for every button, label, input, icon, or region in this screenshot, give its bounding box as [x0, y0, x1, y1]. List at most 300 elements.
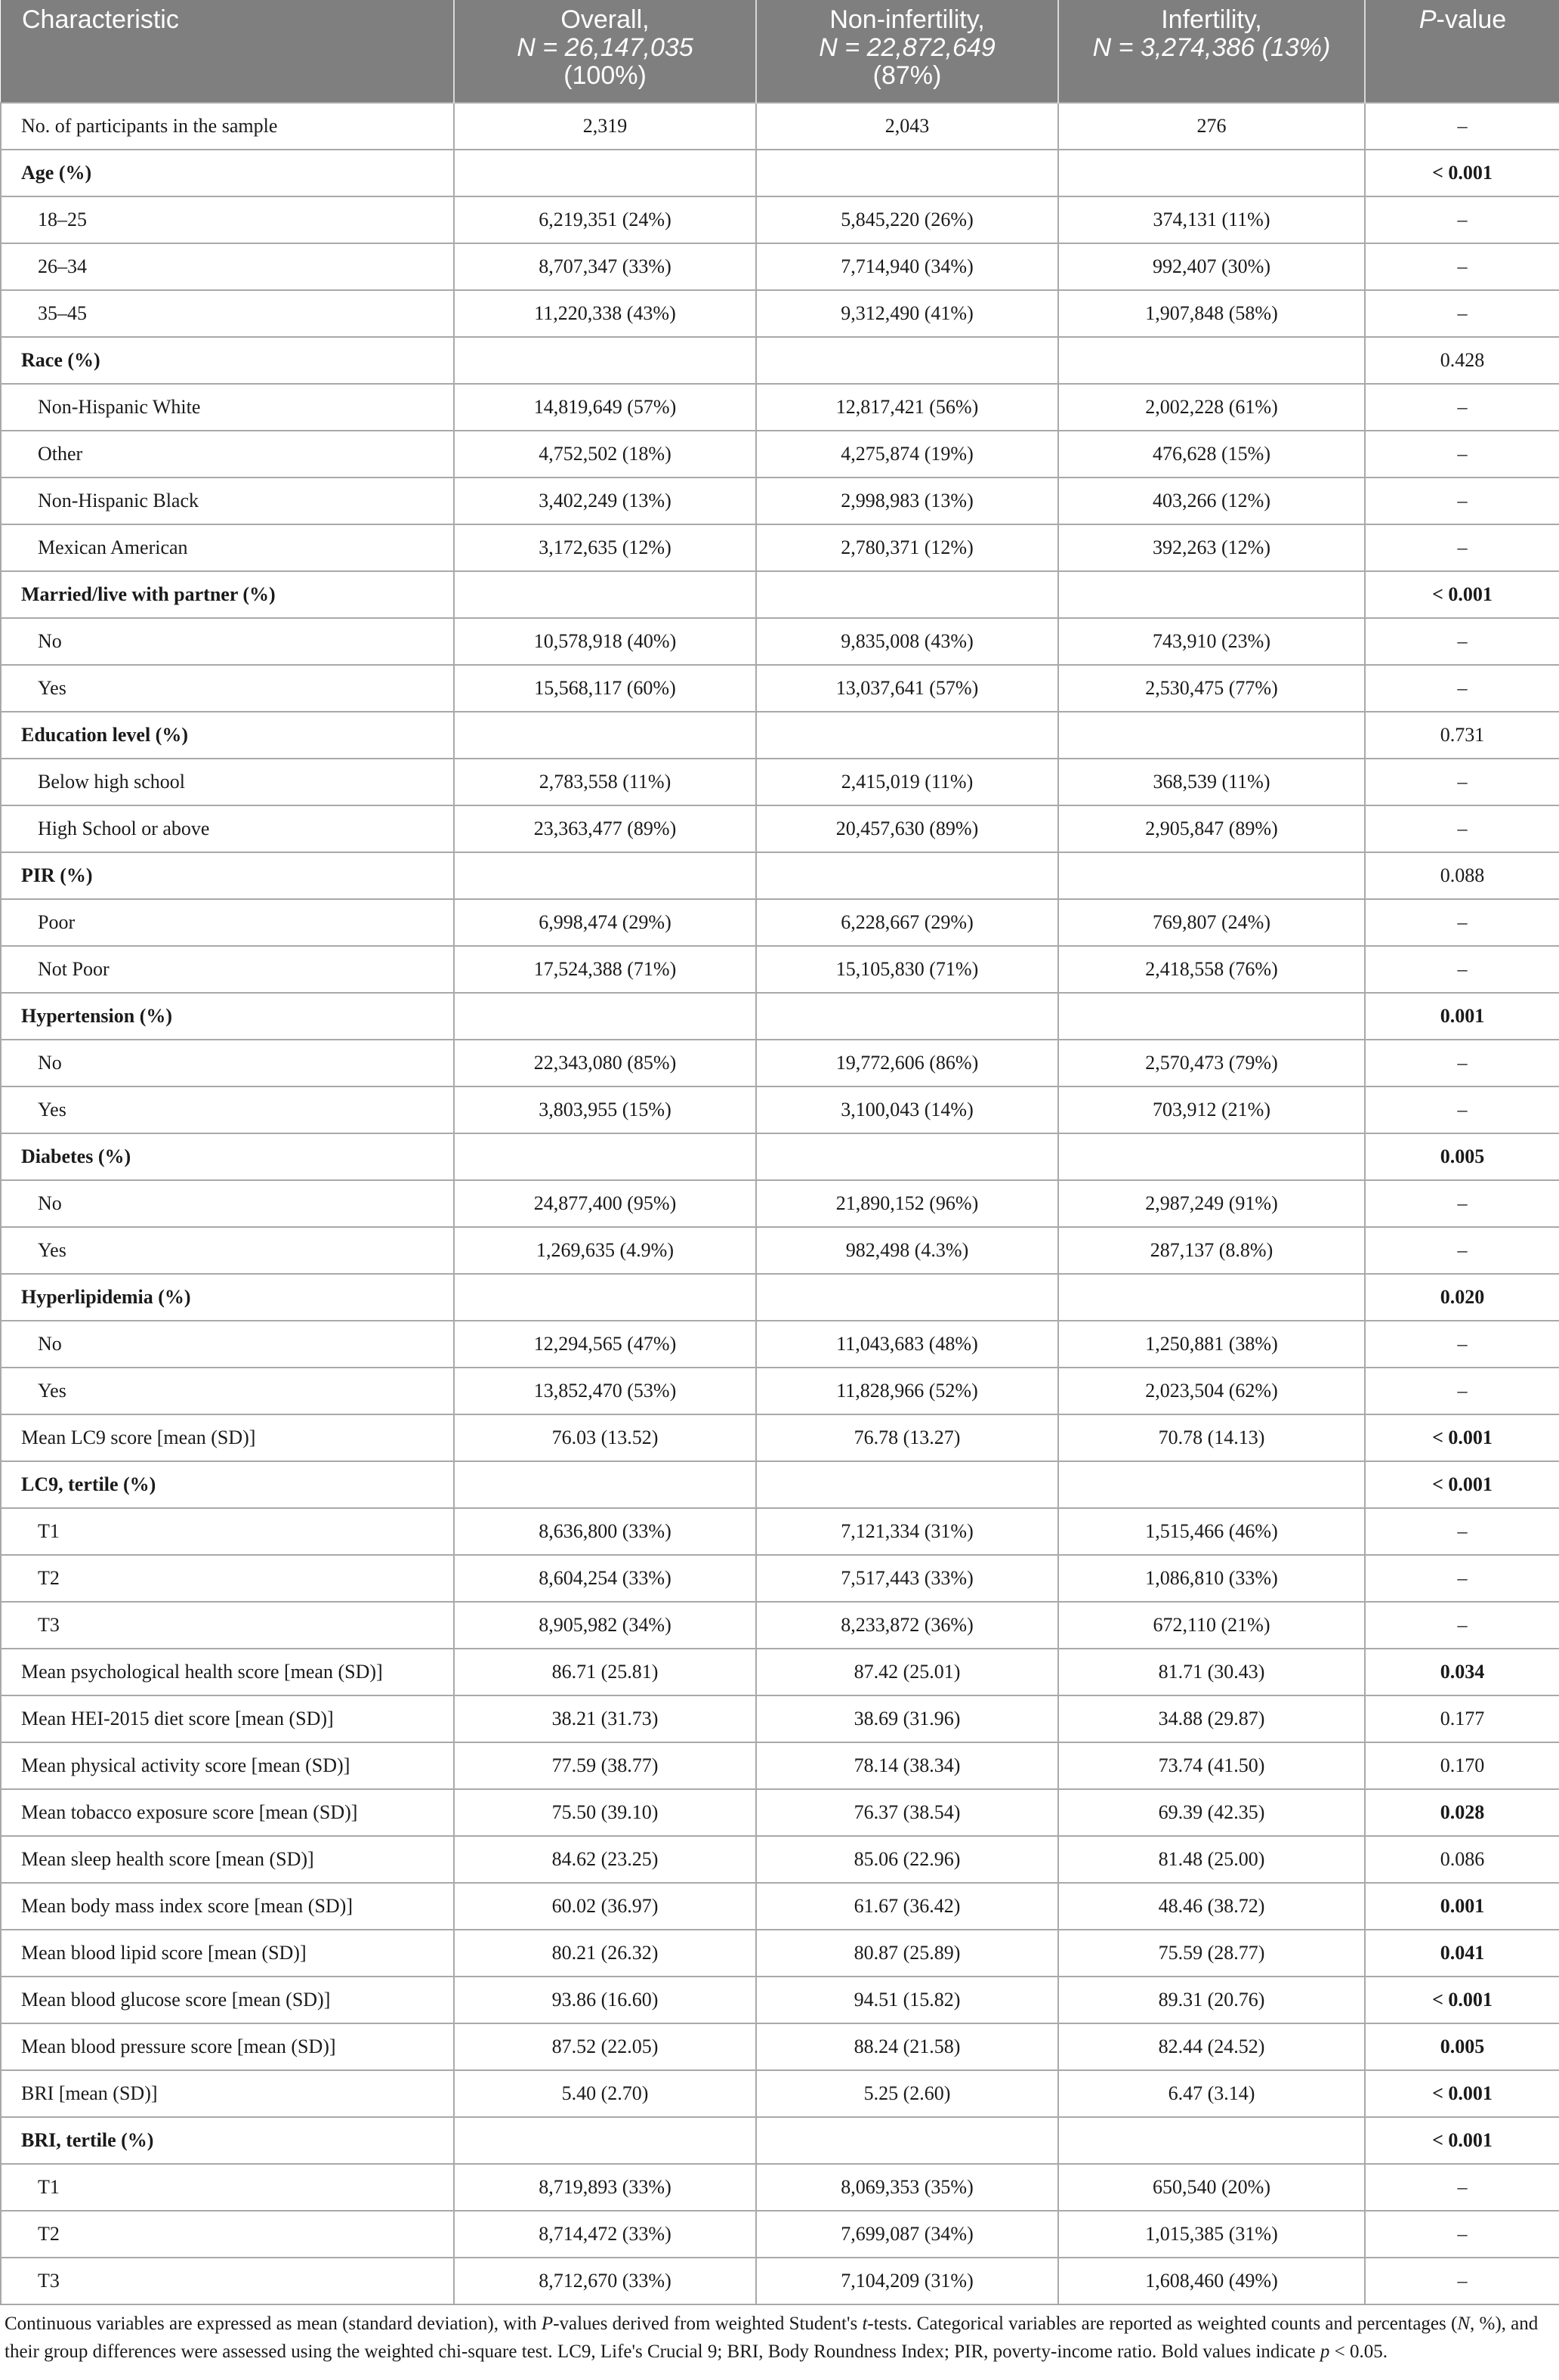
cell-infertility: 82.44 (24.52) — [1058, 2023, 1365, 2070]
cell-infertility: 1,086,810 (33%) — [1058, 1555, 1365, 1602]
cell-characteristic: Non-Hispanic Black — [1, 478, 454, 524]
header-noninf-line3: (87%) — [872, 61, 942, 90]
cell-infertility: 75.59 (28.77) — [1058, 1930, 1365, 1977]
cell-overall: 38.21 (31.73) — [454, 1695, 756, 1742]
cell-pvalue: 0.005 — [1365, 2023, 1559, 2070]
table-row — [1, 103, 1559, 150]
cell-infertility: 2,418,558 (76%) — [1058, 946, 1365, 993]
header-noninfertility — [756, 0, 1058, 103]
cell-pvalue: 0.177 — [1365, 1695, 1559, 1742]
table-row — [1, 2117, 1559, 2164]
footnote-p2-italic: p — [1320, 2341, 1330, 2362]
table-body — [1, 103, 1559, 2304]
cell-infertility: 6.47 (3.14) — [1058, 2070, 1365, 2117]
cell-noninfertility — [756, 2117, 1058, 2164]
cell-noninfertility: 9,835,008 (43%) — [756, 618, 1058, 665]
header-overall-n: N = 26,147,035 — [517, 33, 693, 62]
cell-pvalue: 0.086 — [1365, 1836, 1559, 1883]
cell-infertility: 69.39 (42.35) — [1058, 1789, 1365, 1836]
cell-characteristic: High School or above — [1, 805, 454, 852]
cell-characteristic: Yes — [1, 1086, 454, 1133]
cell-noninfertility: 2,998,983 (13%) — [756, 478, 1058, 524]
footnote-p-italic: P — [541, 2314, 554, 2334]
cell-infertility: 672,110 (21%) — [1058, 1602, 1365, 1649]
table-row — [1, 1695, 1559, 1742]
table-row — [1, 1555, 1559, 1602]
cell-characteristic: No. of participants in the sample — [1, 103, 454, 150]
table-row — [1, 759, 1559, 805]
cell-noninfertility — [756, 571, 1058, 618]
cell-characteristic: No — [1, 1180, 454, 1227]
cell-noninfertility: 7,104,209 (31%) — [756, 2258, 1058, 2304]
cell-pvalue: – — [1365, 1508, 1559, 1555]
cell-characteristic: Hypertension (%) — [1, 993, 454, 1040]
cell-characteristic: T3 — [1, 2258, 454, 2304]
cell-noninfertility: 8,233,872 (36%) — [756, 1602, 1058, 1649]
cell-infertility — [1058, 852, 1365, 899]
cell-characteristic: Non-Hispanic White — [1, 384, 454, 431]
header-pvalue-rest: -value — [1436, 5, 1507, 34]
cell-infertility: 1,608,460 (49%) — [1058, 2258, 1365, 2304]
cell-noninfertility: 2,415,019 (11%) — [756, 759, 1058, 805]
cell-overall: 8,905,982 (34%) — [454, 1602, 756, 1649]
cell-characteristic: Mean psychological health score [mean (SD)] — [1, 1649, 454, 1695]
cell-infertility: 650,540 (20%) — [1058, 2164, 1365, 2211]
cell-noninfertility: 38.69 (31.96) — [756, 1695, 1058, 1742]
cell-overall: 8,636,800 (33%) — [454, 1508, 756, 1555]
cell-overall: 75.50 (39.10) — [454, 1789, 756, 1836]
cell-noninfertility: 6,228,667 (29%) — [756, 899, 1058, 946]
cell-characteristic: Not Poor — [1, 946, 454, 993]
cell-characteristic: Mean blood glucose score [mean (SD)] — [1, 1977, 454, 2023]
cell-pvalue: < 0.001 — [1365, 1414, 1559, 1461]
table-row — [1, 852, 1559, 899]
table-row — [1, 946, 1559, 993]
cell-noninfertility — [756, 337, 1058, 384]
cell-characteristic: Mean LC9 score [mean (SD)] — [1, 1414, 454, 1461]
cell-noninfertility — [756, 1274, 1058, 1321]
cell-pvalue: – — [1365, 1227, 1559, 1274]
cell-characteristic: 26–34 — [1, 243, 454, 290]
cell-overall: 80.21 (26.32) — [454, 1930, 756, 1977]
table-row — [1, 384, 1559, 431]
header-noninf-n: N = 22,872,649 — [819, 33, 996, 62]
cell-infertility: 287,137 (8.8%) — [1058, 1227, 1365, 1274]
cell-characteristic: Diabetes (%) — [1, 1133, 454, 1180]
cell-characteristic: No — [1, 618, 454, 665]
cell-overall: 14,819,649 (57%) — [454, 384, 756, 431]
cell-overall: 3,402,249 (13%) — [454, 478, 756, 524]
cell-overall: 8,604,254 (33%) — [454, 1555, 756, 1602]
cell-overall: 77.59 (38.77) — [454, 1742, 756, 1789]
table-row — [1, 2258, 1559, 2304]
cell-infertility — [1058, 1461, 1365, 1508]
cell-overall: 2,319 — [454, 103, 756, 150]
cell-overall — [454, 1274, 756, 1321]
cell-noninfertility: 11,043,683 (48%) — [756, 1321, 1058, 1368]
cell-overall: 8,719,893 (33%) — [454, 2164, 756, 2211]
cell-pvalue: – — [1365, 1368, 1559, 1414]
table-row — [1, 2211, 1559, 2258]
header-pvalue-p: P — [1419, 5, 1437, 34]
cell-pvalue: < 0.001 — [1365, 2070, 1559, 2117]
cell-noninfertility: 11,828,966 (52%) — [756, 1368, 1058, 1414]
cell-noninfertility: 2,780,371 (12%) — [756, 524, 1058, 571]
cell-noninfertility: 7,517,443 (33%) — [756, 1555, 1058, 1602]
header-noninf-line1: Non-infertility, — [829, 5, 985, 34]
header-noninf-line2 — [767, 34, 1047, 62]
cell-characteristic: 18–25 — [1, 196, 454, 243]
table-row — [1, 1321, 1559, 1368]
footnote-part1: Continuous variables are expressed as mean (standard deviation), with — [5, 2314, 542, 2334]
cell-pvalue: < 0.001 — [1365, 571, 1559, 618]
cell-noninfertility — [756, 1461, 1058, 1508]
cell-pvalue: < 0.001 — [1365, 1461, 1559, 1508]
cell-infertility: 48.46 (38.72) — [1058, 1883, 1365, 1930]
table-row — [1, 899, 1559, 946]
cell-pvalue: 0.028 — [1365, 1789, 1559, 1836]
cell-infertility: 2,530,475 (77%) — [1058, 665, 1365, 712]
cell-overall — [454, 150, 756, 196]
cell-infertility — [1058, 150, 1365, 196]
table-row — [1, 993, 1559, 1040]
cell-noninfertility: 3,100,043 (14%) — [756, 1086, 1058, 1133]
table-row — [1, 150, 1559, 196]
cell-infertility: 81.71 (30.43) — [1058, 1649, 1365, 1695]
footnote-part4: , %), and their group differences were assessed using the weighted chi-square test. LC9, Life's Crucial 9; BRI, Body Roundness Index; PIR, poverty-income ratio. Bold values indicate — [5, 2314, 1539, 2362]
cell-noninfertility: 7,699,087 (34%) — [756, 2211, 1058, 2258]
cell-characteristic: Education level (%) — [1, 712, 454, 759]
footnote-n-italic: N — [1457, 2314, 1471, 2334]
cell-infertility: 2,023,504 (62%) — [1058, 1368, 1365, 1414]
cell-characteristic: Mean body mass index score [mean (SD)] — [1, 1883, 454, 1930]
cell-overall: 10,578,918 (40%) — [454, 618, 756, 665]
cell-pvalue: < 0.001 — [1365, 1977, 1559, 2023]
cell-noninfertility — [756, 712, 1058, 759]
table-row — [1, 431, 1559, 478]
header-overall-line2 — [465, 34, 745, 62]
cell-pvalue: 0.020 — [1365, 1274, 1559, 1321]
cell-pvalue: < 0.001 — [1365, 2117, 1559, 2164]
cell-infertility: 368,539 (11%) — [1058, 759, 1365, 805]
cell-noninfertility — [756, 1133, 1058, 1180]
cell-characteristic: Mexican American — [1, 524, 454, 571]
table-row — [1, 1789, 1559, 1836]
table-row — [1, 805, 1559, 852]
cell-infertility: 992,407 (30%) — [1058, 243, 1365, 290]
header-row — [1, 0, 1559, 103]
cell-infertility: 2,002,228 (61%) — [1058, 384, 1365, 431]
header-inf-line2 — [1070, 34, 1354, 62]
cell-overall: 23,363,477 (89%) — [454, 805, 756, 852]
cell-infertility: 276 — [1058, 103, 1365, 150]
cell-pvalue: – — [1365, 2211, 1559, 2258]
cell-pvalue: – — [1365, 1321, 1559, 1368]
cell-overall — [454, 2117, 756, 2164]
header-overall-line3: (100%) — [563, 61, 647, 90]
cell-noninfertility: 87.42 (25.01) — [756, 1649, 1058, 1695]
cell-characteristic: T1 — [1, 2164, 454, 2211]
cell-noninfertility: 76.37 (38.54) — [756, 1789, 1058, 1836]
cell-pvalue: – — [1365, 805, 1559, 852]
cell-infertility: 476,628 (15%) — [1058, 431, 1365, 478]
cell-infertility: 1,515,466 (46%) — [1058, 1508, 1365, 1555]
header-infertility — [1058, 0, 1365, 103]
cell-infertility: 2,987,249 (91%) — [1058, 1180, 1365, 1227]
table-row — [1, 1368, 1559, 1414]
cell-overall — [454, 571, 756, 618]
cell-overall — [454, 337, 756, 384]
cell-infertility: 374,131 (11%) — [1058, 196, 1365, 243]
cell-pvalue: – — [1365, 1040, 1559, 1086]
cell-pvalue: 0.001 — [1365, 1883, 1559, 1930]
table-row — [1, 1227, 1559, 1274]
header-characteristic — [1, 0, 454, 103]
table-row — [1, 1977, 1559, 2023]
table-row — [1, 618, 1559, 665]
cell-infertility: 703,912 (21%) — [1058, 1086, 1365, 1133]
cell-characteristic: Married/live with partner (%) — [1, 571, 454, 618]
table-row — [1, 337, 1559, 384]
cell-overall: 8,707,347 (33%) — [454, 243, 756, 290]
cell-characteristic: Age (%) — [1, 150, 454, 196]
cell-infertility — [1058, 571, 1365, 618]
cell-pvalue: – — [1365, 2258, 1559, 2304]
cell-overall: 13,852,470 (53%) — [454, 1368, 756, 1414]
cell-infertility: 403,266 (12%) — [1058, 478, 1365, 524]
cell-infertility: 70.78 (14.13) — [1058, 1414, 1365, 1461]
cell-characteristic: No — [1, 1321, 454, 1368]
cell-noninfertility: 76.78 (13.27) — [756, 1414, 1058, 1461]
cell-noninfertility: 85.06 (22.96) — [756, 1836, 1058, 1883]
cell-pvalue: – — [1365, 384, 1559, 431]
cell-overall: 84.62 (23.25) — [454, 1836, 756, 1883]
cell-noninfertility: 9,312,490 (41%) — [756, 290, 1058, 337]
table-row — [1, 196, 1559, 243]
table-row — [1, 1836, 1559, 1883]
cell-infertility: 743,910 (23%) — [1058, 618, 1365, 665]
table-row — [1, 478, 1559, 524]
cell-overall: 24,877,400 (95%) — [454, 1180, 756, 1227]
cell-characteristic: BRI [mean (SD)] — [1, 2070, 454, 2117]
cell-pvalue: – — [1365, 1086, 1559, 1133]
cell-pvalue: 0.170 — [1365, 1742, 1559, 1789]
table-row — [1, 1742, 1559, 1789]
table-row — [1, 1930, 1559, 1977]
cell-characteristic: Yes — [1, 665, 454, 712]
cell-infertility: 1,250,881 (38%) — [1058, 1321, 1365, 1368]
cell-characteristic: Mean blood lipid score [mean (SD)] — [1, 1930, 454, 1977]
cell-infertility — [1058, 712, 1365, 759]
cell-infertility: 2,570,473 (79%) — [1058, 1040, 1365, 1086]
cell-pvalue: 0.041 — [1365, 1930, 1559, 1977]
table-row — [1, 1508, 1559, 1555]
cell-overall: 22,343,080 (85%) — [454, 1040, 756, 1086]
cell-infertility: 2,905,847 (89%) — [1058, 805, 1365, 852]
cell-characteristic: LC9, tertile (%) — [1, 1461, 454, 1508]
header-inf-line1: Infertility, — [1161, 5, 1262, 34]
cell-pvalue: 0.001 — [1365, 993, 1559, 1040]
cell-characteristic: T2 — [1, 2211, 454, 2258]
header-overall-line1: Overall, — [560, 5, 650, 34]
cell-overall: 12,294,565 (47%) — [454, 1321, 756, 1368]
cell-pvalue: – — [1365, 759, 1559, 805]
cell-noninfertility: 5.25 (2.60) — [756, 2070, 1058, 2117]
cell-overall: 60.02 (36.97) — [454, 1883, 756, 1930]
table-row — [1, 2070, 1559, 2117]
table-row — [1, 1461, 1559, 1508]
footnote-t-italic: t — [862, 2314, 868, 2334]
cell-noninfertility: 21,890,152 (96%) — [756, 1180, 1058, 1227]
cell-noninfertility: 7,714,940 (34%) — [756, 243, 1058, 290]
cell-pvalue: – — [1365, 899, 1559, 946]
cell-characteristic: Mean blood pressure score [mean (SD)] — [1, 2023, 454, 2070]
cell-overall: 4,752,502 (18%) — [454, 431, 756, 478]
cell-characteristic: Poor — [1, 899, 454, 946]
cell-noninfertility: 19,772,606 (86%) — [756, 1040, 1058, 1086]
cell-overall: 8,712,670 (33%) — [454, 2258, 756, 2304]
cell-pvalue: – — [1365, 665, 1559, 712]
cell-characteristic: No — [1, 1040, 454, 1086]
cell-infertility — [1058, 1133, 1365, 1180]
table-footnote — [5, 2310, 1553, 2366]
cell-characteristic: Mean sleep health score [mean (SD)] — [1, 1836, 454, 1883]
cell-overall: 3,172,635 (12%) — [454, 524, 756, 571]
cell-pvalue: – — [1365, 431, 1559, 478]
cell-noninfertility: 61.67 (36.42) — [756, 1883, 1058, 1930]
table-row — [1, 571, 1559, 618]
cell-characteristic: Mean physical activity score [mean (SD)] — [1, 1742, 454, 1789]
cell-infertility — [1058, 993, 1365, 1040]
cell-infertility — [1058, 1274, 1365, 1321]
footnote-part2: -values derived from weighted Student's — [553, 2314, 863, 2334]
table-row — [1, 1086, 1559, 1133]
cell-noninfertility: 5,845,220 (26%) — [756, 196, 1058, 243]
cell-characteristic: Race (%) — [1, 337, 454, 384]
cell-overall: 3,803,955 (15%) — [454, 1086, 756, 1133]
cell-noninfertility: 80.87 (25.89) — [756, 1930, 1058, 1977]
cell-pvalue: – — [1365, 946, 1559, 993]
cell-overall: 1,269,635 (4.9%) — [454, 1227, 756, 1274]
cell-pvalue: 0.088 — [1365, 852, 1559, 899]
cell-pvalue: – — [1365, 1555, 1559, 1602]
cell-pvalue: – — [1365, 618, 1559, 665]
cell-infertility: 1,015,385 (31%) — [1058, 2211, 1365, 2258]
table-row — [1, 665, 1559, 712]
table-row — [1, 1414, 1559, 1461]
table-row — [1, 2023, 1559, 2070]
cell-overall: 87.52 (22.05) — [454, 2023, 756, 2070]
cell-noninfertility: 2,043 — [756, 103, 1058, 150]
cell-noninfertility: 88.24 (21.58) — [756, 2023, 1058, 2070]
footnote-part3: -tests. Categorical variables are reported as weighted counts and percentages ( — [867, 2314, 1458, 2334]
cell-characteristic: T1 — [1, 1508, 454, 1555]
cell-pvalue: 0.005 — [1365, 1133, 1559, 1180]
cell-infertility: 73.74 (41.50) — [1058, 1742, 1365, 1789]
header-inf-n: N = 3,274,386 (13%) — [1092, 33, 1331, 62]
cell-overall: 15,568,117 (60%) — [454, 665, 756, 712]
cell-overall — [454, 993, 756, 1040]
cell-pvalue: – — [1365, 243, 1559, 290]
cell-characteristic: Other — [1, 431, 454, 478]
cell-infertility: 1,907,848 (58%) — [1058, 290, 1365, 337]
cell-overall: 11,220,338 (43%) — [454, 290, 756, 337]
cell-overall: 2,783,558 (11%) — [454, 759, 756, 805]
table-header — [1, 0, 1559, 103]
cell-characteristic: Hyperlipidemia (%) — [1, 1274, 454, 1321]
cell-infertility: 392,263 (12%) — [1058, 524, 1365, 571]
cell-overall: 6,998,474 (29%) — [454, 899, 756, 946]
header-overall — [454, 0, 756, 103]
cell-noninfertility: 8,069,353 (35%) — [756, 2164, 1058, 2211]
table-row — [1, 1040, 1559, 1086]
cell-characteristic: Yes — [1, 1227, 454, 1274]
cell-characteristic: Mean tobacco exposure score [mean (SD)] — [1, 1789, 454, 1836]
cell-noninfertility: 12,817,421 (56%) — [756, 384, 1058, 431]
cell-noninfertility: 15,105,830 (71%) — [756, 946, 1058, 993]
cell-noninfertility: 982,498 (4.3%) — [756, 1227, 1058, 1274]
cell-noninfertility: 94.51 (15.82) — [756, 1977, 1058, 2023]
table-row — [1, 1133, 1559, 1180]
footnote-part5: < 0.05. — [1329, 2341, 1388, 2362]
cell-overall: 17,524,388 (71%) — [454, 946, 756, 993]
cell-pvalue: < 0.001 — [1365, 150, 1559, 196]
cell-infertility — [1058, 337, 1365, 384]
cell-pvalue: 0.428 — [1365, 337, 1559, 384]
cell-pvalue: – — [1365, 290, 1559, 337]
cell-noninfertility: 4,275,874 (19%) — [756, 431, 1058, 478]
header-pvalue — [1365, 0, 1559, 103]
table-row — [1, 1602, 1559, 1649]
cell-noninfertility: 13,037,641 (57%) — [756, 665, 1058, 712]
cell-overall: 5.40 (2.70) — [454, 2070, 756, 2117]
cell-characteristic: 35–45 — [1, 290, 454, 337]
cell-pvalue: 0.034 — [1365, 1649, 1559, 1695]
cell-noninfertility — [756, 150, 1058, 196]
table-row — [1, 2164, 1559, 2211]
cell-overall — [454, 1461, 756, 1508]
cell-pvalue: – — [1365, 2164, 1559, 2211]
cell-noninfertility: 20,457,630 (89%) — [756, 805, 1058, 852]
cell-overall: 86.71 (25.81) — [454, 1649, 756, 1695]
cell-infertility — [1058, 2117, 1365, 2164]
table-row — [1, 1883, 1559, 1930]
table-row — [1, 243, 1559, 290]
cell-overall — [454, 1133, 756, 1180]
cell-characteristic: T3 — [1, 1602, 454, 1649]
cell-pvalue: – — [1365, 1180, 1559, 1227]
cell-overall: 76.03 (13.52) — [454, 1414, 756, 1461]
cell-infertility: 769,807 (24%) — [1058, 899, 1365, 946]
cell-noninfertility: 78.14 (38.34) — [756, 1742, 1058, 1789]
table-row — [1, 712, 1559, 759]
table-row — [1, 1274, 1559, 1321]
cell-overall: 6,219,351 (24%) — [454, 196, 756, 243]
header-characteristic-label: Characteristic — [22, 5, 179, 34]
cell-characteristic: BRI, tertile (%) — [1, 2117, 454, 2164]
cell-noninfertility — [756, 993, 1058, 1040]
cell-pvalue: – — [1365, 196, 1559, 243]
cell-infertility: 89.31 (20.76) — [1058, 1977, 1365, 2023]
cell-characteristic: Yes — [1, 1368, 454, 1414]
cell-characteristic: Mean HEI-2015 diet score [mean (SD)] — [1, 1695, 454, 1742]
cell-pvalue: – — [1365, 524, 1559, 571]
cell-pvalue: – — [1365, 478, 1559, 524]
table-row — [1, 1180, 1559, 1227]
cell-characteristic: PIR (%) — [1, 852, 454, 899]
table-row — [1, 524, 1559, 571]
table-row — [1, 1649, 1559, 1695]
